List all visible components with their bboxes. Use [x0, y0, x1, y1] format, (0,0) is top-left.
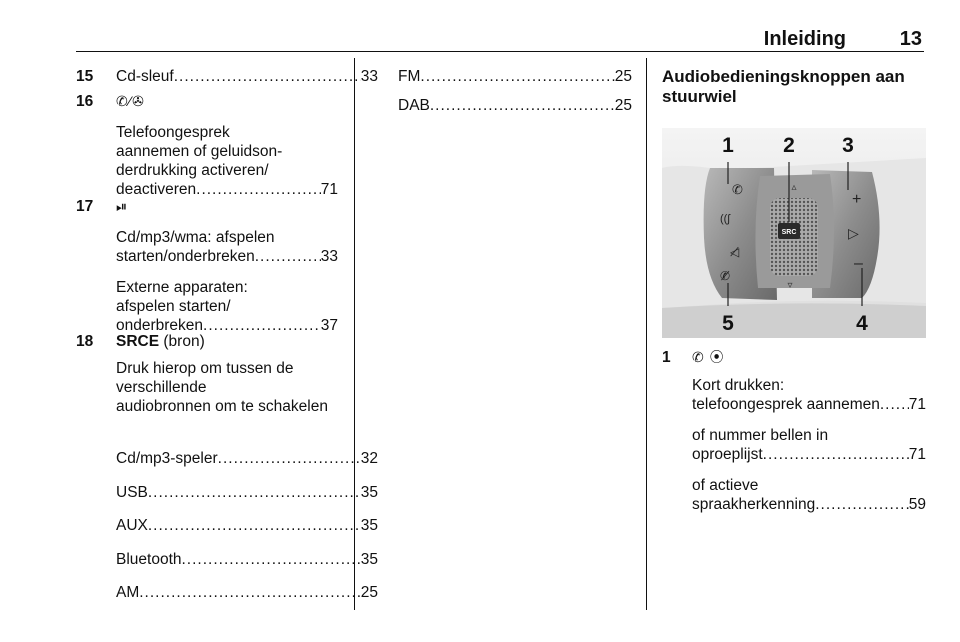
entry-description — [692, 376, 926, 514]
desc-line: of nummer bellen in — [692, 427, 829, 444]
page-ref[interactable]: 35 — [360, 484, 378, 501]
down-arrow-icon: ▿ — [787, 280, 793, 291]
phone-mute-icon: ✆⁄✇ — [116, 93, 145, 109]
desc-line: Kort drukken: — [692, 377, 785, 394]
phone-icon: ✆ — [732, 182, 743, 197]
page-ref[interactable]: 71 — [908, 446, 926, 463]
dot-leader — [148, 516, 361, 535]
index-leader-line — [116, 67, 378, 86]
entry-number: 17 — [76, 198, 94, 215]
entry-number: 1 — [662, 349, 671, 366]
index-leader-line — [116, 247, 338, 266]
desc-line: aannemen of geluidson- — [116, 143, 283, 160]
desc-line: Telefoongesprek — [116, 124, 230, 141]
volume-plus-icon: + — [852, 191, 862, 208]
dot-leader — [815, 495, 909, 514]
phone-voice-icon: ✆ ⦿ — [692, 349, 725, 365]
desc-line: derdrukking activeren/ — [116, 162, 269, 179]
dot-leader — [880, 395, 909, 414]
srce-suffix: (bron) — [159, 333, 205, 350]
desc-line: of actieve — [692, 477, 759, 494]
dot-leader — [139, 583, 361, 602]
entry-text: Cd-sleuf — [116, 68, 174, 85]
header-rule — [76, 51, 924, 52]
index-leader-line — [398, 67, 632, 86]
index-leader-line — [116, 550, 378, 569]
header-section-title: Inleiding — [763, 28, 846, 50]
entry-text: onderbreken — [116, 317, 204, 334]
index-leader-line — [116, 516, 378, 535]
page-ref[interactable]: 71 — [320, 181, 338, 198]
section-title — [662, 67, 926, 107]
entry-text: AUX — [116, 517, 148, 534]
index-leader-line — [692, 395, 926, 414]
page-ref[interactable]: 33 — [320, 248, 338, 265]
play-pause-icon: ⏯ — [116, 198, 129, 214]
callout-1: 1 — [722, 134, 734, 157]
header-page-number: 13 — [899, 28, 922, 50]
entry-number: 16 — [76, 93, 94, 110]
callout-2: 2 — [783, 134, 795, 157]
desc-line: verschillende — [116, 379, 207, 396]
entry-text: telefoongesprek aannemen — [692, 396, 880, 413]
entry-text: starten/onderbreken — [116, 248, 255, 265]
dot-leader — [174, 67, 361, 86]
entry-text: oproeplijst — [692, 446, 763, 463]
dot-leader — [218, 449, 361, 468]
entry-text: spraakherkenning — [692, 496, 816, 513]
section-column-3 — [662, 67, 926, 107]
page-ref[interactable]: 59 — [908, 496, 926, 513]
desc-line: afspelen starten/ — [116, 298, 231, 315]
voice-icon: ((ʃ — [720, 213, 730, 225]
entry-number: 15 — [76, 68, 94, 85]
page-ref[interactable]: 35 — [360, 551, 378, 568]
page-header — [0, 0, 960, 50]
entry-number: 18 — [76, 333, 94, 350]
src-button-label: SRC — [781, 229, 797, 236]
entry-text: FM — [398, 68, 421, 85]
column-divider-2 — [646, 58, 647, 610]
desc-line: Externe apparaten: — [116, 279, 248, 296]
index-leader-line — [116, 583, 378, 602]
dot-leader — [430, 96, 615, 115]
speaker-mute-icon: ◁̸ — [730, 245, 740, 259]
volume-minus-icon: – — [854, 255, 863, 272]
page-ref[interactable]: 33 — [360, 68, 378, 85]
index-leader-line — [398, 96, 632, 115]
entry-description — [116, 359, 338, 416]
desc-line: Cd/mp3/wma: afspelen — [116, 229, 275, 246]
dot-leader — [255, 247, 321, 266]
srce-label: SRCE — [116, 333, 160, 350]
dot-leader — [182, 550, 361, 569]
entry-text: Cd/mp3-speler — [116, 450, 218, 467]
entry-text: AM — [116, 584, 140, 601]
entry-description — [116, 228, 338, 335]
page-ref[interactable]: 71 — [908, 396, 926, 413]
hang-up-icon: ✆̸ — [720, 269, 731, 283]
callout-4: 4 — [856, 312, 868, 335]
index-leader-line — [692, 445, 926, 464]
page-ref[interactable]: 37 — [320, 317, 338, 334]
title-line: Audiobedieningsknoppen aan — [662, 67, 905, 86]
entry-text: USB — [116, 484, 148, 501]
index-leader-line — [116, 483, 378, 502]
entry-text: Bluetooth — [116, 551, 182, 568]
speaker-icon: ▷ — [848, 225, 859, 241]
dot-leader — [420, 67, 614, 86]
dot-leader — [148, 483, 361, 502]
desc-line: audiobronnen om te schakelen — [116, 398, 328, 415]
title-line: stuurwiel — [662, 87, 737, 106]
entry-text: DAB — [398, 97, 430, 114]
dot-leader — [763, 445, 909, 464]
up-arrow-icon: ▵ — [791, 182, 797, 193]
index-leader-line — [116, 449, 378, 468]
steering-wheel-controls-photo — [662, 128, 926, 338]
page-ref[interactable]: 35 — [360, 517, 378, 534]
callout-5: 5 — [722, 312, 734, 335]
page-ref[interactable]: 25 — [360, 584, 378, 601]
page-ref[interactable]: 25 — [614, 97, 632, 114]
entry-description — [116, 123, 338, 199]
desc-line: Druk hierop om tussen de — [116, 360, 294, 377]
index-leader-line — [692, 495, 926, 514]
callout-3: 3 — [842, 134, 854, 157]
wheel-base — [662, 303, 926, 338]
page-ref[interactable]: 32 — [360, 450, 378, 467]
entry-text: deactiveren — [116, 181, 197, 198]
page-ref[interactable]: 25 — [614, 68, 632, 85]
